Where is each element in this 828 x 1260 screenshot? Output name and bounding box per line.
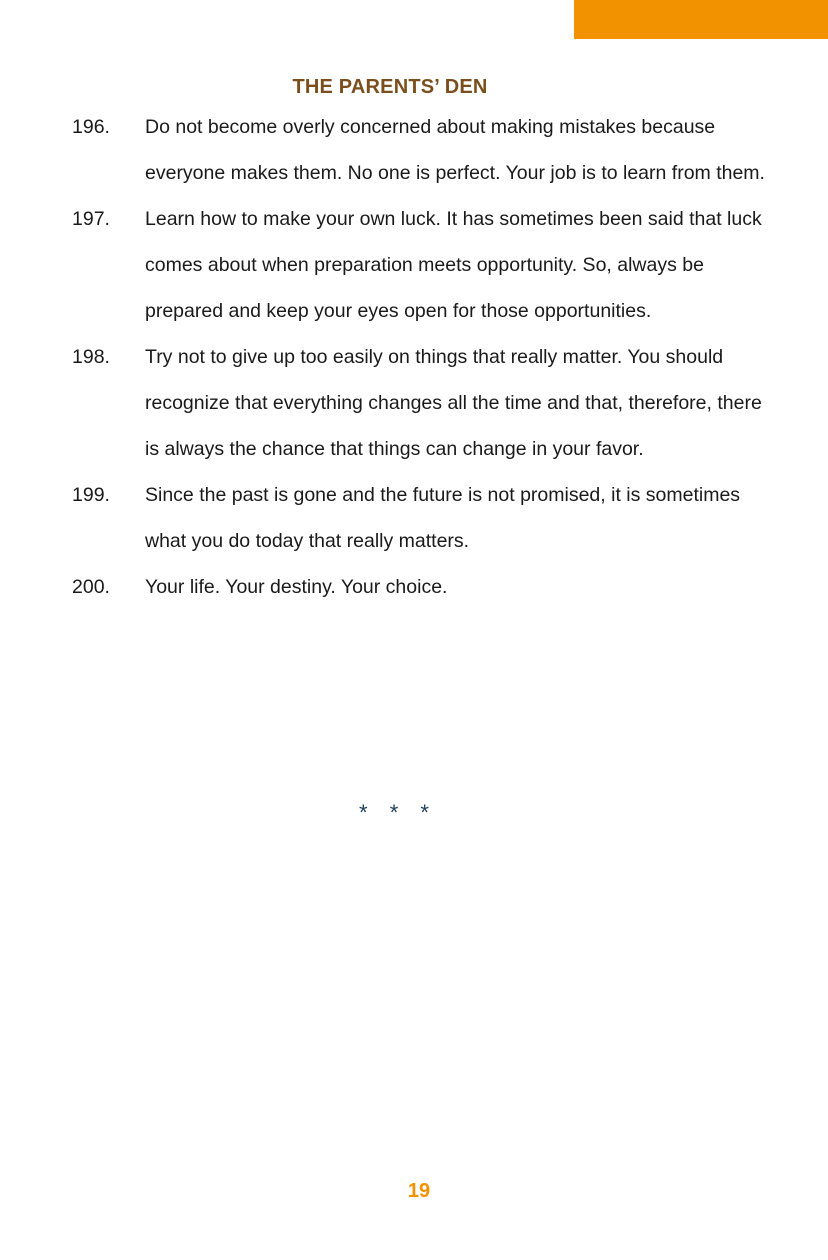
list-item (72, 104, 772, 196)
item-text: Learn how to make your own luck. It has sometimes been said that luck comes about when preparation meets opportunity. So, always be prepared and keep your eyes open for those opportunities. (145, 208, 762, 322)
item-number: 200. (72, 576, 110, 598)
list-item (72, 472, 772, 564)
item-number: 198. (72, 346, 110, 368)
numbered-list (72, 104, 772, 610)
item-number: 197. (72, 208, 110, 230)
list-item (72, 196, 772, 334)
item-number: 199. (72, 484, 110, 506)
list-item (72, 334, 772, 472)
page-number: 19 (407, 1180, 431, 1202)
item-text: Since the past is gone and the future is not promised, it is sometimes what you do today that really matters. (145, 484, 741, 552)
item-text: Your life. Your destiny. Your choice. (145, 576, 448, 598)
section-separator: * * * (359, 800, 437, 825)
list-item (72, 564, 772, 610)
corner-tab (574, 0, 828, 39)
page-title: THE PARENTS’ DEN (292, 76, 488, 98)
item-text: Try not to give up too easily on things that really matter. You should recognize that everything changes all the time and that, therefore, there is always the chance that things can change in your favor. (145, 346, 762, 460)
item-number: 196. (72, 116, 110, 138)
item-text: Do not become overly concerned about making mistakes because everyone makes them. No one is perfect. Your job is to learn from them. (145, 116, 765, 184)
